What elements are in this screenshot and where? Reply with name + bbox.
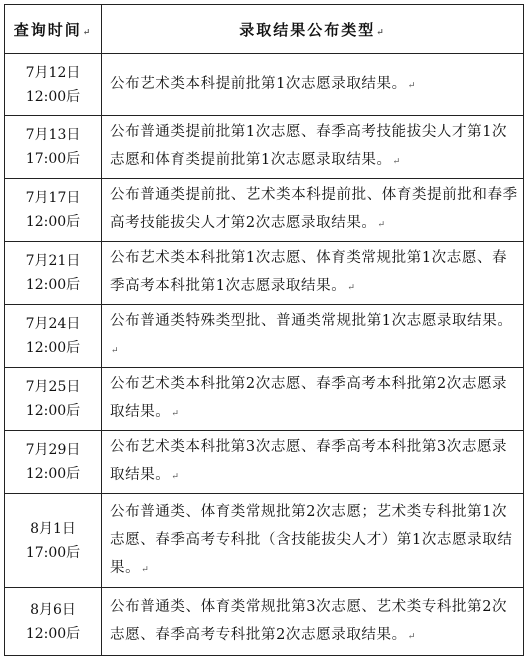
query-time-cell <box>5 368 102 431</box>
query-time-cell <box>5 179 102 242</box>
query-date: 7月25日 <box>25 379 81 395</box>
query-hour: 12:00后 <box>25 403 81 419</box>
result-type-cell <box>102 242 524 305</box>
query-time-cell <box>5 431 102 494</box>
admission-schedule-table <box>4 4 524 656</box>
paragraph-mark-icon: ↵ <box>141 564 150 575</box>
paragraph-mark-icon: ↵ <box>171 472 180 482</box>
query-date: 8月1日 <box>30 520 76 537</box>
header-result-type-label: 录取结果公布类型 <box>239 20 376 39</box>
query-hour: 12:00后 <box>25 625 81 642</box>
query-hour: 17:00后 <box>25 544 81 561</box>
paragraph-mark-icon: ↵ <box>82 27 93 38</box>
table-row <box>5 116 524 179</box>
query-time-cell <box>5 116 102 179</box>
paragraph-mark-icon: ↵ <box>407 631 416 642</box>
query-hour: 12:00后 <box>25 466 81 482</box>
query-date: 7月21日 <box>25 253 81 269</box>
query-time-cell <box>5 588 102 656</box>
result-type-cell <box>102 588 524 656</box>
result-type-cell <box>102 179 524 242</box>
result-type-text: 公布艺术类本科批第1次志愿、体育类常规批第1次志愿、春季高考本科批第1次志愿录取结果。 <box>110 250 508 294</box>
paragraph-mark-icon: ↵ <box>111 346 120 356</box>
header-query-time <box>5 5 102 54</box>
query-date: 7月29日 <box>25 442 81 458</box>
query-time-cell <box>5 494 102 588</box>
result-type-text: 公布普通类、体育类常规批第3次志愿、艺术类专科批第2次志愿、春季高考专科批第2次志愿录取结果。 <box>110 598 508 643</box>
result-type-text: 公布艺术类本科批第3次志愿、春季高考本科批第3次志愿录取结果。 <box>110 439 508 483</box>
query-hour: 12:00后 <box>25 340 81 356</box>
query-date: 8月6日 <box>30 601 76 618</box>
query-hour: 12:00后 <box>25 88 81 105</box>
table-row <box>5 588 524 656</box>
paragraph-mark-icon: ↵ <box>377 220 386 230</box>
query-date: 7月12日 <box>25 64 81 81</box>
query-time-cell <box>5 54 102 116</box>
result-type-text: 公布普通类提前批、艺术类本科提前批、体育类提前批和春季高考技能拔尖人才第2次志愿录取结果。 <box>110 187 518 231</box>
result-type-text: 公布艺术类本科提前批第1次志愿录取结果。 <box>110 75 407 92</box>
result-type-cell <box>102 305 524 368</box>
result-type-cell <box>102 494 524 588</box>
table-row <box>5 305 524 368</box>
result-type-cell <box>102 431 524 494</box>
result-type-cell <box>102 116 524 179</box>
result-type-text: 公布普通类、体育类常规批第2次志愿；艺术类专科批第1次志愿、春季高考专科批（含技能拔尖人才）第1次志愿录取结果。 <box>110 503 513 576</box>
paragraph-mark-icon: ↵ <box>171 409 180 419</box>
query-hour: 12:00后 <box>25 214 81 230</box>
result-type-text: 公布艺术类本科批第2次志愿、春季高考本科批第2次志愿录取结果。 <box>110 376 508 420</box>
result-type-text: 公布普通类提前批第1次志愿、春季高考技能拔尖人才第1次志愿和体育类提前批第1次志愿录取结果。 <box>110 124 508 168</box>
query-hour: 12:00后 <box>25 277 81 293</box>
header-query-time-label: 查询时间 <box>13 20 82 39</box>
query-hour: 17:00后 <box>25 151 81 167</box>
result-type-cell <box>102 54 524 116</box>
paragraph-mark-icon: ↵ <box>376 27 386 38</box>
query-date: 7月17日 <box>25 190 81 206</box>
result-type-text: 公布普通类特殊类型批、普通类常规批第1次志愿录取结果。 <box>110 313 513 329</box>
table-row <box>5 54 524 116</box>
table-body <box>5 54 524 656</box>
header-row <box>5 5 524 54</box>
paragraph-mark-icon: ↵ <box>347 283 356 293</box>
paragraph-mark-icon: ↵ <box>392 157 401 167</box>
paragraph-mark-icon: ↵ <box>407 80 416 91</box>
query-date: 7月13日 <box>25 127 81 143</box>
table-row <box>5 494 524 588</box>
query-time-cell <box>5 305 102 368</box>
query-time-cell <box>5 242 102 305</box>
table-row <box>5 431 524 494</box>
table-row <box>5 368 524 431</box>
query-date: 7月24日 <box>25 316 81 332</box>
result-type-cell <box>102 368 524 431</box>
table-row <box>5 242 524 305</box>
header-result-type <box>102 5 524 54</box>
table-row <box>5 179 524 242</box>
